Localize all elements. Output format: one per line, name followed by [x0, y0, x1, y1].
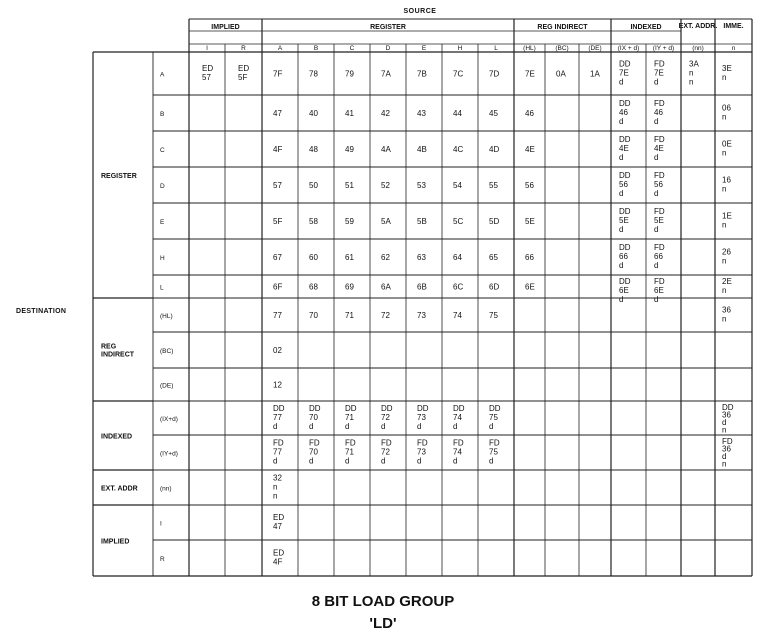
- opcode-cell: 51: [345, 181, 354, 190]
- opcode-cell: DD 6E d: [619, 277, 631, 304]
- opcode-cell: 43: [417, 109, 426, 118]
- opcode-cell: 73: [417, 311, 426, 320]
- opcode-cell: 4D: [489, 145, 500, 154]
- opcode-cell: 68: [309, 282, 318, 292]
- opcode-cell: 47: [273, 109, 282, 118]
- destination-group-label: EXT. ADDR: [101, 485, 138, 493]
- destination-row-label: E: [160, 219, 165, 226]
- opcode-cell: 36 n: [722, 305, 731, 324]
- destination-label: DESTINATION: [16, 308, 67, 315]
- opcode-cell: DD 66 d: [619, 243, 631, 270]
- source-group-label: IMPLIED: [211, 24, 240, 31]
- opcode-cell: FD 6E d: [654, 277, 665, 304]
- opcode-cell: 4B: [417, 145, 427, 154]
- opcode-cell: 40: [309, 109, 318, 118]
- opcode-cell: 5D: [489, 217, 500, 226]
- opcode-cell: ED 4F: [273, 548, 285, 567]
- opcode-cell: 45: [489, 109, 498, 118]
- destination-group-label: REG INDIRECT: [101, 343, 135, 359]
- opcode-cell: 6D: [489, 282, 500, 292]
- destination-row-label: R: [160, 556, 165, 563]
- opcode-cell: 53: [417, 181, 426, 190]
- destination-row-label: D: [160, 183, 165, 190]
- opcode-cell: DD 74 d: [453, 404, 465, 431]
- opcode-cell: 4A: [381, 145, 391, 154]
- destination-row-label: A: [160, 71, 165, 79]
- page-subtitle: 'LD': [369, 615, 397, 632]
- opcode-cell: 06 n: [722, 103, 731, 122]
- opcode-cell: FD 73 d: [417, 438, 428, 466]
- opcode-cell: 56: [525, 181, 534, 190]
- destination-group-label: IMPLIED: [101, 538, 130, 546]
- opcode-cell: FD 66 d: [654, 243, 665, 270]
- opcode-cell: 6F: [273, 282, 283, 292]
- opcode-cell: 74: [453, 311, 462, 320]
- opcode-cell: 1A: [590, 69, 600, 79]
- opcode-cell: FD 4E d: [654, 135, 665, 162]
- source-column-label: (nn): [692, 45, 704, 52]
- source-column-label: L: [494, 45, 498, 52]
- source-column-label: (DE): [588, 45, 602, 52]
- destination-row-label: (HL): [160, 313, 173, 320]
- destination-row-label: H: [160, 255, 165, 262]
- opcode-cell: DD 56 d: [619, 171, 631, 198]
- opcode-cell: 75: [489, 311, 498, 320]
- opcode-cell: DD 7E d: [619, 59, 631, 87]
- opcode-cell: DD 77 d: [273, 404, 285, 431]
- opcode-cell: 41: [345, 109, 354, 118]
- opcode-cell: 57: [273, 181, 282, 190]
- destination-row-label: B: [160, 111, 165, 118]
- destination-row-label: (IX+d): [160, 416, 178, 423]
- destination-group-label: INDEXED: [101, 433, 133, 441]
- opcode-cell: 71: [345, 311, 354, 320]
- opcode-cell: FD 46 d: [654, 99, 665, 126]
- source-column-label: D: [385, 45, 391, 52]
- opcode-cell: 50: [309, 181, 318, 190]
- source-column-label: n: [731, 45, 736, 52]
- destination-row-label: C: [160, 147, 165, 154]
- opcode-cell: 62: [381, 253, 390, 262]
- opcode-cell: FD 77 d: [273, 438, 284, 466]
- opcode-cell: 63: [417, 253, 426, 262]
- destination-row-label: L: [160, 284, 164, 292]
- opcode-cell: FD 71 d: [345, 438, 356, 466]
- opcode-cell: FD 7E d: [654, 59, 665, 87]
- destination-row-label: (DE): [160, 382, 174, 390]
- opcode-cell: 7B: [417, 69, 427, 79]
- opcode-cell: 70: [309, 311, 318, 320]
- source-column-label: H: [457, 45, 463, 52]
- opcode-cell: 6A: [381, 282, 391, 292]
- opcode-cell: FD 70 d: [309, 438, 320, 466]
- opcode-cell: 42: [381, 109, 390, 118]
- opcode-cell: 7E: [525, 69, 535, 79]
- opcode-cell: 72: [381, 311, 390, 320]
- destination-row-label: I: [160, 520, 162, 528]
- source-column-label: (IY + d): [652, 45, 675, 52]
- opcode-cell: 60: [309, 253, 318, 262]
- source-column-label: (BC): [555, 45, 569, 52]
- opcode-cell: DD 72 d: [381, 404, 393, 431]
- opcode-cell: DD 4E d: [619, 135, 631, 162]
- opcode-cell: 0A: [556, 69, 566, 79]
- opcode-cell: 6C: [453, 282, 464, 292]
- opcode-cell: 6B: [417, 282, 427, 292]
- opcode-cell: 4F: [273, 145, 283, 154]
- opcode-cell: DD 70 d: [309, 404, 321, 431]
- opcode-cell: 5A: [381, 217, 391, 226]
- source-column-label: (HL): [523, 45, 536, 52]
- opcode-cell: 54: [453, 181, 462, 190]
- opcode-cell: FD 5E d: [654, 207, 665, 234]
- opcode-cell: FD 75 d: [489, 438, 500, 466]
- opcode-cell: 69: [345, 282, 354, 292]
- opcode-cell: 59: [345, 217, 354, 226]
- source-group-label: REG INDIRECT: [537, 24, 588, 31]
- opcode-cell: FD 56 d: [654, 171, 665, 198]
- opcode-cell: 2E n: [722, 277, 732, 295]
- opcode-cell: DD 73 d: [417, 404, 429, 431]
- opcode-cell: 7C: [453, 69, 464, 79]
- opcode-cell: ED 57: [202, 64, 214, 82]
- source-group-label: INDEXED: [630, 24, 662, 31]
- opcode-cell: 44: [453, 109, 462, 118]
- opcode-cell: 49: [345, 145, 354, 154]
- opcode-cell: 48: [309, 145, 318, 154]
- opcode-cell: 1E n: [722, 211, 732, 230]
- destination-group-label: REGISTER: [101, 173, 137, 180]
- opcode-cell: FD 72 d: [381, 438, 392, 466]
- opcode-cell: 7A: [381, 69, 391, 79]
- opcode-cell: 02: [273, 346, 282, 355]
- opcode-cell: 65: [489, 253, 498, 262]
- destination-row-label: (nn): [160, 485, 172, 493]
- source-group-label: IMME.: [723, 23, 744, 30]
- source-column-label: A: [277, 45, 283, 52]
- opcode-cell: 4C: [453, 145, 464, 154]
- opcode-cell: FD 36 d n: [722, 437, 733, 469]
- opcode-cell: 5F: [273, 217, 283, 226]
- opcode-cell: 66: [525, 253, 534, 262]
- source-column-label: E: [421, 45, 427, 52]
- opcode-cell: 55: [489, 181, 498, 190]
- opcode-cell: 7F: [273, 69, 283, 79]
- opcode-cell: ED 5F: [238, 64, 250, 82]
- destination-row-label: (BC): [160, 348, 174, 355]
- opcode-cell: 16 n: [722, 175, 731, 194]
- opcode-cell: 46: [525, 109, 534, 118]
- opcode-cell: 3E n: [722, 64, 732, 82]
- opcode-cell: 78: [309, 69, 318, 79]
- opcode-cell: 32 n n: [273, 473, 282, 501]
- opcode-cell: 61: [345, 253, 354, 262]
- source-column-label: R: [241, 45, 246, 52]
- opcode-cell: 7D: [489, 69, 500, 79]
- destination-row-label: (IY+d): [160, 450, 178, 458]
- opcode-cell: ED 47: [273, 513, 285, 531]
- opcode-cell: DD 5E d: [619, 207, 631, 234]
- source-column-label: B: [313, 45, 319, 52]
- source-column-label: C: [349, 45, 355, 52]
- opcode-cell: 26 n: [722, 247, 731, 266]
- opcode-cell: DD 71 d: [345, 404, 357, 431]
- opcode-cell: DD 46 d: [619, 99, 631, 126]
- opcode-cell: 64: [453, 253, 462, 262]
- opcode-cell: 79: [345, 69, 354, 79]
- opcode-cell: 6E: [525, 282, 535, 292]
- opcode-cell: FD 74 d: [453, 438, 464, 466]
- source-title: SOURCE: [403, 8, 437, 15]
- opcode-cell: 58: [309, 217, 318, 226]
- opcode-cell: 5C: [453, 217, 464, 226]
- source-group-label: REGISTER: [370, 24, 406, 31]
- source-column-label: I: [206, 45, 208, 52]
- opcode-cell: DD 36 d n: [722, 403, 734, 435]
- opcode-cell: DD 75 d: [489, 404, 501, 431]
- page-title: 8 BIT LOAD GROUP: [311, 593, 455, 610]
- source-group-label: EXT. ADDR.: [678, 23, 718, 30]
- opcode-cell: 3A n n: [689, 59, 699, 87]
- opcode-cell: 77: [273, 311, 282, 320]
- opcode-cell: 0E n: [722, 139, 732, 158]
- opcode-cell: 5E: [525, 217, 535, 226]
- opcode-cell: 4E: [525, 145, 535, 154]
- source-column-label: (IX + d): [617, 45, 640, 52]
- opcode-cell: 67: [273, 253, 282, 262]
- opcode-cell: 52: [381, 181, 390, 190]
- opcode-cell: 12: [273, 380, 282, 390]
- opcode-cell: 5B: [417, 217, 427, 226]
